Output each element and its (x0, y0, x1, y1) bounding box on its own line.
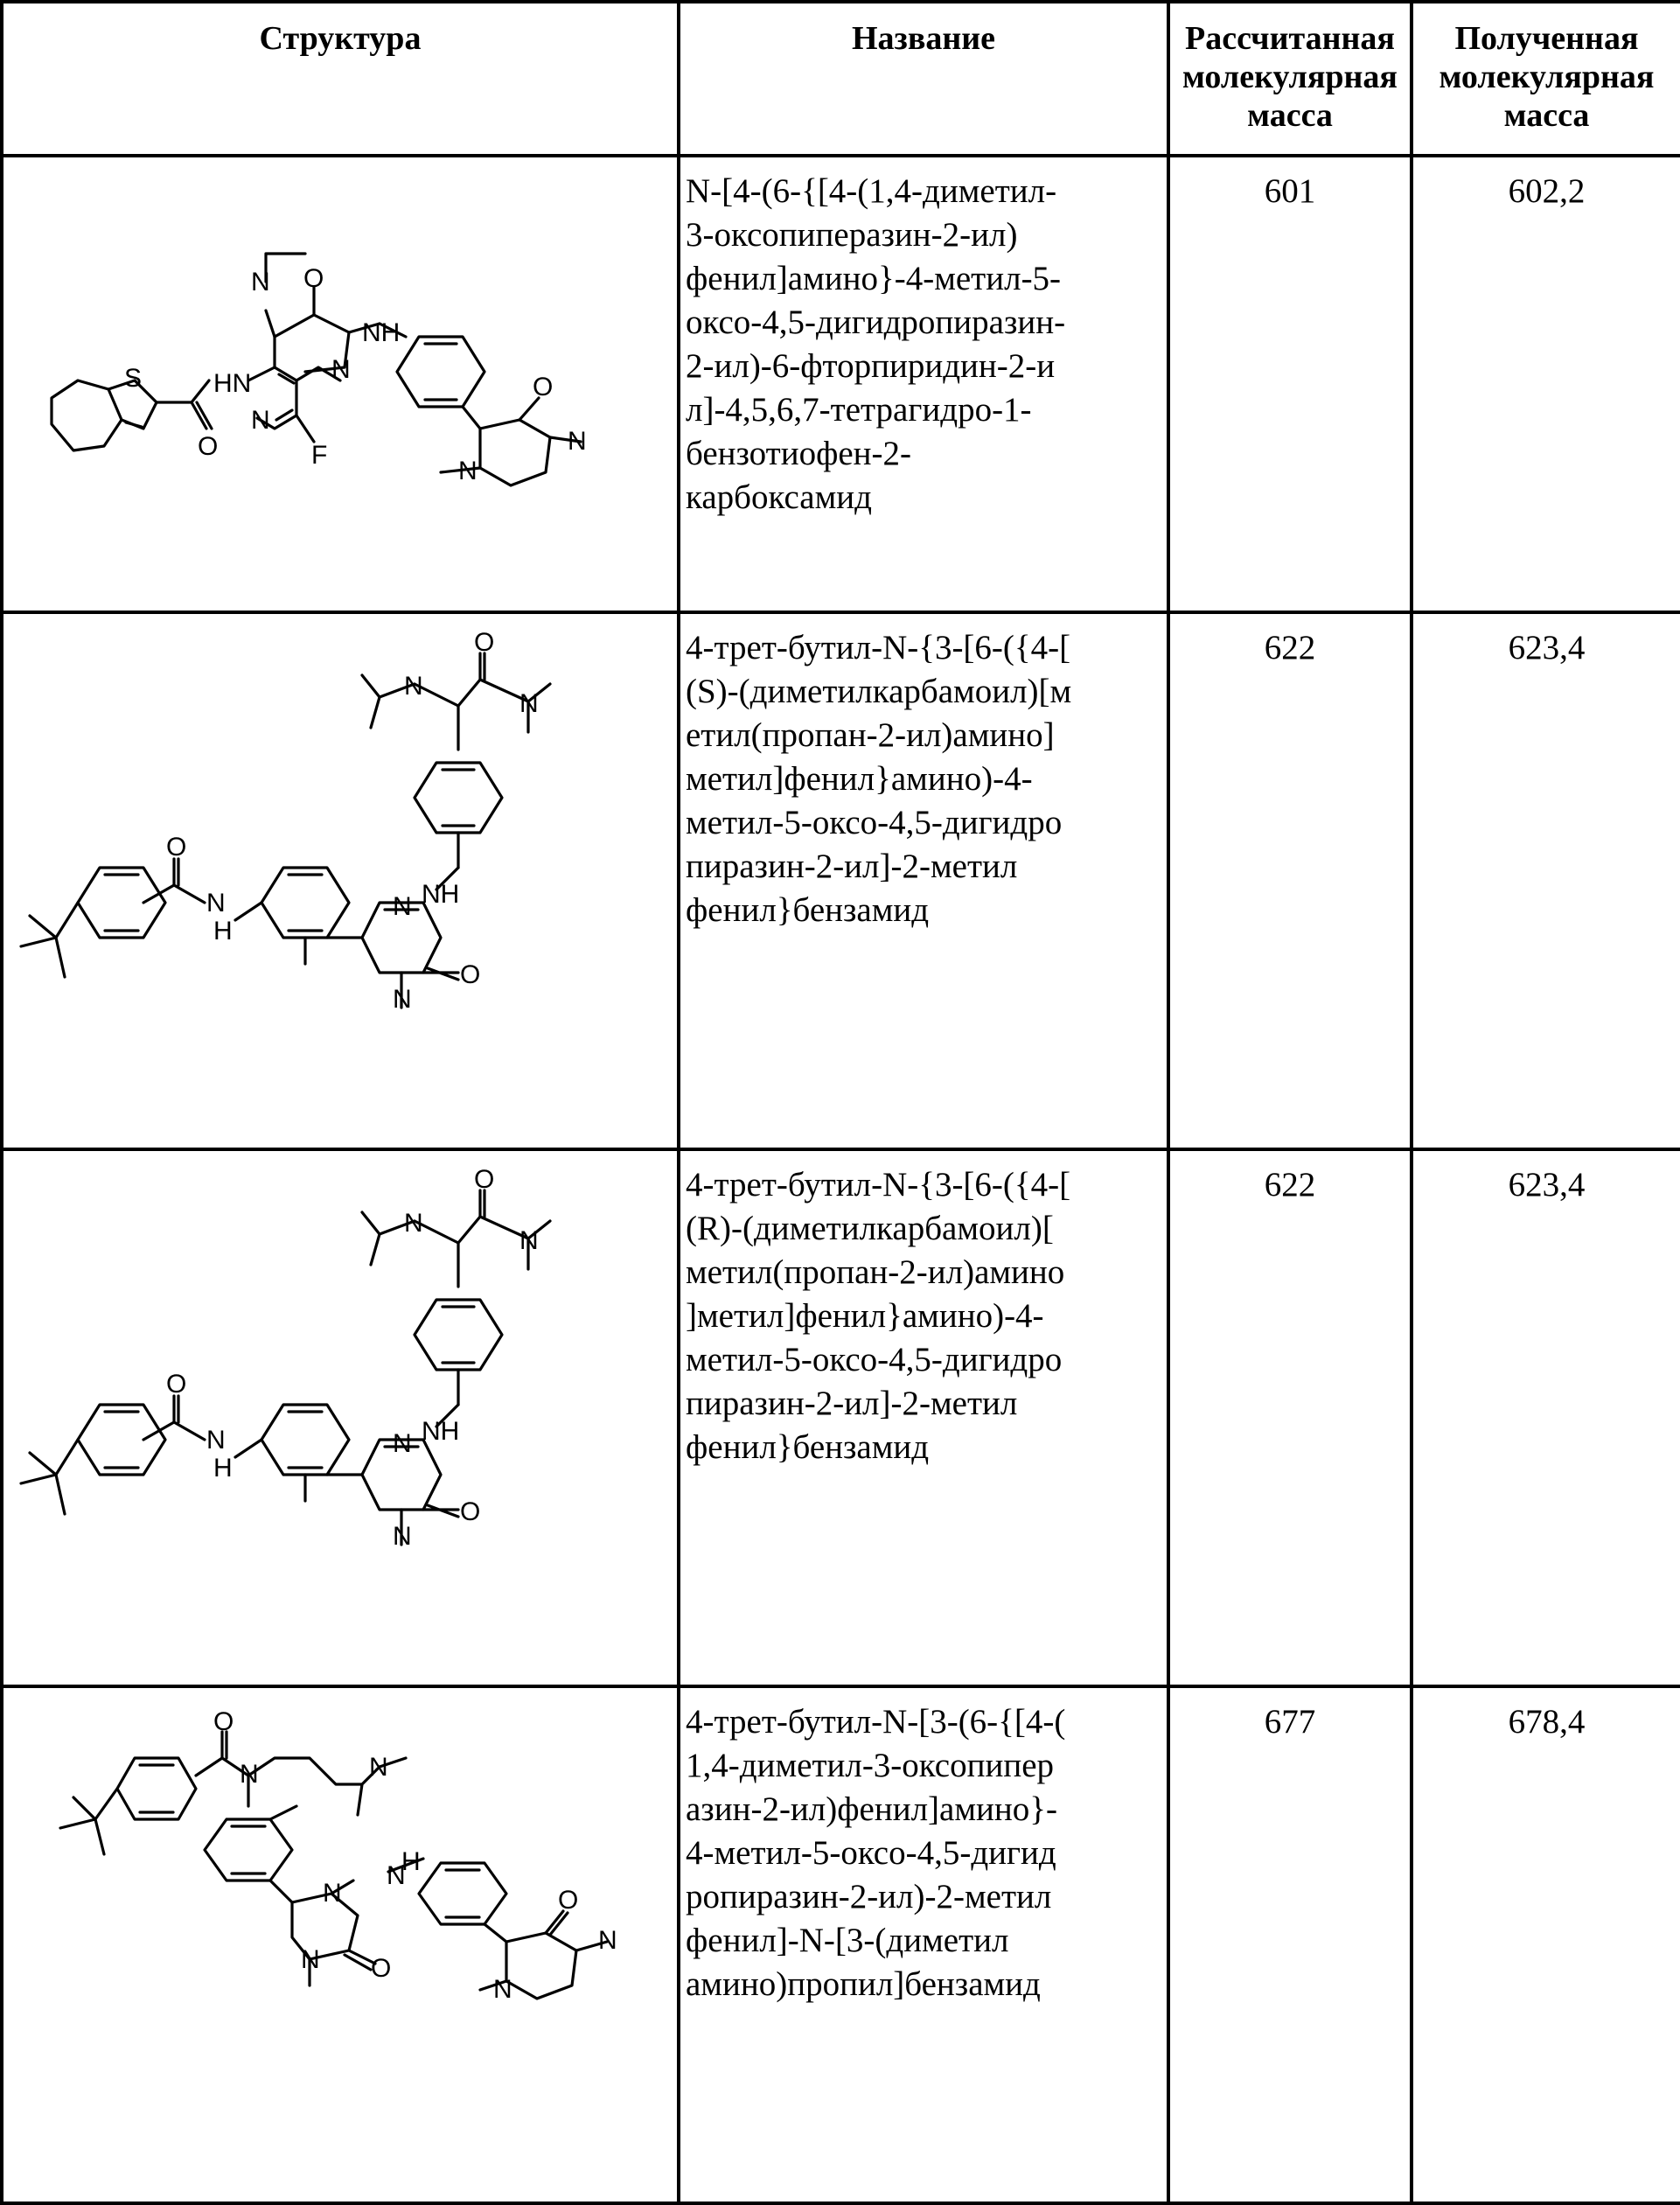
name-line: 4-трет-бутил-N-{3-[6-({4-[ (686, 629, 1071, 666)
atom-label: O (460, 1497, 481, 1526)
atom-label: N (493, 1975, 512, 2004)
atom-label: N (251, 268, 270, 297)
name-line: N-[4-(6-{[4-(1,4-диметил- (686, 172, 1057, 210)
chemical-structure-2 (3, 614, 677, 1144)
atom-label: N (251, 406, 270, 435)
name-line: азин-2-ил)фенил]амино}- (686, 1790, 1057, 1828)
atom-label: N (568, 427, 587, 456)
atom-label: O (303, 264, 324, 293)
found-mass-value: 602,2 (1412, 156, 1680, 612)
found-mass-value: 623,4 (1412, 612, 1680, 1149)
name-line: пиразин-2-ил]-2-метил (686, 1385, 1018, 1422)
found-mass-value: 678,4 (1412, 1686, 1680, 2203)
name-line: карбоксамид (686, 478, 872, 516)
atom-label: O (213, 1707, 234, 1736)
atom-label: N (519, 1226, 539, 1255)
atom-label: N (519, 689, 539, 718)
name-line: амино)пропил]бензамид (686, 1965, 1041, 2003)
atom-label: H (213, 917, 233, 945)
atom-label: HN (213, 369, 252, 398)
name-line: метил-5-оксо-4,5-дигидро (686, 1341, 1063, 1378)
atom-label: NH (422, 880, 460, 909)
table-row (2, 1149, 1680, 1686)
header-found-mass (1412, 2, 1680, 156)
compound-name-cell (679, 1686, 1168, 2203)
name-line: 1,4-диметил-3-оксопипер (686, 1747, 1055, 1784)
name-line: 3-оксопиперазин-2-ил) (686, 216, 1018, 254)
name-line: метил-5-оксо-4,5-дигидро (686, 804, 1063, 841)
atom-label: O (558, 1886, 579, 1915)
table-row (2, 1686, 1680, 2203)
name-line: ]метил]фенил}амино)-4- (686, 1297, 1044, 1335)
header-calc-mass-line: Рассчитанная (1185, 20, 1395, 57)
atom-label: N (206, 889, 226, 918)
name-line: фенил]амино}-4-метил-5- (686, 260, 1062, 297)
atom-label: N (404, 1209, 423, 1238)
table-row (2, 612, 1680, 1149)
compound-name-cell (679, 1149, 1168, 1686)
atom-label: O (474, 1165, 495, 1194)
header-name: Название (679, 2, 1168, 156)
found-mass-value: 623,4 (1412, 1149, 1680, 1686)
header-calc-mass (1168, 2, 1412, 156)
name-line: оксо-4,5-дигидропиразин- (686, 304, 1066, 341)
atom-label: N (206, 1426, 226, 1455)
atom-label: N (240, 1760, 259, 1789)
calc-mass-value: 622 (1168, 1149, 1412, 1686)
header-row (2, 2, 1680, 156)
atom-label: O (166, 833, 187, 862)
calc-mass-value: 677 (1168, 1686, 1412, 2203)
structure-cell (2, 612, 679, 1149)
name-line: л]-4,5,6,7-тетрагидро-1- (686, 391, 1032, 429)
atom-label: N (404, 672, 423, 701)
structure-cell (2, 1149, 679, 1686)
name-line: (S)-(диметилкарбамоил)[м (686, 673, 1072, 710)
name-line: фенил]-N-[3-(диметил (686, 1922, 1009, 1959)
atom-label: N (323, 1879, 342, 1908)
structure-cell (2, 1686, 679, 2203)
atom-label: NH (362, 318, 401, 347)
chemical-structure-1 (3, 157, 677, 607)
name-line: пиразин-2-ил]-2-метил (686, 848, 1018, 885)
name-line: метил]фенил}амино)-4- (686, 760, 1033, 798)
table-row (2, 156, 1680, 612)
atom-label: F (311, 441, 328, 470)
name-line: ропиразин-2-ил)-2-метил (686, 1878, 1052, 1915)
atom-label: O (371, 1954, 392, 1983)
name-line: 4-метил-5-оксо-4,5-дигид (686, 1834, 1056, 1872)
atom-label: N (598, 1926, 617, 1955)
header-calc-mass-line: молекулярная (1182, 59, 1398, 95)
chemical-structure-4 (3, 1688, 677, 2198)
name-line: фенил}бензамид (686, 1428, 930, 1466)
calc-mass-value: 601 (1168, 156, 1412, 612)
atom-label: N (458, 457, 478, 485)
name-line: 2-ил)-6-фторпиридин-2-и (686, 347, 1056, 385)
atom-label: H (213, 1454, 233, 1483)
header-found-mass-line: масса (1503, 97, 1590, 134)
chemical-structure-3 (3, 1151, 677, 1681)
atom-label: N (387, 1861, 406, 1890)
name-line: етил(пропан-2-ил)амино] (686, 716, 1055, 754)
atom-label: N (393, 892, 412, 921)
header-found-mass-line: молекулярная (1439, 59, 1655, 95)
atom-label: S (124, 364, 143, 393)
structure-cell (2, 156, 679, 612)
atom-label: N (393, 1522, 412, 1551)
atom-label: NH (422, 1417, 460, 1446)
atom-label: N (393, 1429, 412, 1458)
atom-label: O (460, 960, 481, 989)
atom-label: O (198, 432, 219, 461)
name-line: 4-трет-бутил-N-{3-[6-({4-[ (686, 1166, 1071, 1204)
compound-name-cell (679, 156, 1168, 612)
name-line: метил(пропан-2-ил)амино (686, 1253, 1065, 1291)
atom-label: H (401, 1847, 421, 1876)
name-line: 4-трет-бутил-N-[3-(6-{[4-( (686, 1703, 1066, 1741)
name-line: бензотиофен-2- (686, 435, 912, 472)
atom-label: N (393, 985, 412, 1014)
compound-name-cell (679, 612, 1168, 1149)
name-line: фенил}бензамид (686, 891, 930, 929)
atom-label: O (533, 373, 554, 401)
atom-label: N (369, 1753, 388, 1782)
name-line: (R)-(диметилкарбамоил)[ (686, 1210, 1054, 1247)
atom-label: N (301, 1945, 320, 1974)
header-structure: Структура (2, 2, 679, 156)
header-found-mass-line: Полученная (1454, 20, 1639, 57)
atom-label: N (331, 355, 351, 384)
atom-label: O (474, 628, 495, 657)
header-calc-mass-line: масса (1247, 97, 1333, 134)
atom-label: O (166, 1370, 187, 1399)
calc-mass-value: 622 (1168, 612, 1412, 1149)
